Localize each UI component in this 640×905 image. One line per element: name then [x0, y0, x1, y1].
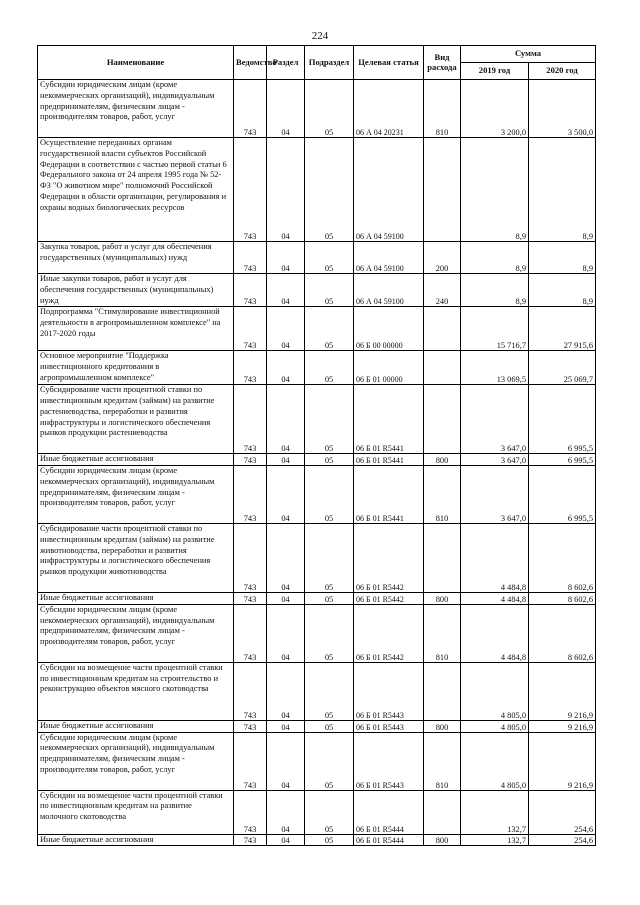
table-row: [38, 80, 596, 138]
row-amount-2019: 4 484,8: [461, 593, 529, 605]
row-amount-2019: 3 647,0: [461, 466, 529, 524]
row-name: Иные бюджетные ассигнования: [38, 834, 234, 846]
row-name: Основное мероприятие "Поддержка инвестиционного кредитования в агропромышленном комплексе": [38, 351, 234, 385]
row-section: 04: [267, 138, 305, 242]
table-row: [38, 593, 596, 605]
row-subsection: 05: [305, 790, 354, 834]
row-expense-type: [424, 351, 461, 385]
row-subsection: 05: [305, 466, 354, 524]
budget-table: [37, 45, 596, 846]
row-target: 06 А 04 59100: [354, 274, 424, 307]
row-subsection: 05: [305, 454, 354, 466]
row-amount-2020: 6 995,5: [529, 454, 596, 466]
row-expense-type: 240: [424, 274, 461, 307]
row-expense-type: 810: [424, 732, 461, 790]
row-subsection: 05: [305, 524, 354, 593]
row-section: 04: [267, 454, 305, 466]
row-amount-2019: 4 484,8: [461, 524, 529, 593]
row-subsection: 05: [305, 732, 354, 790]
row-section: 04: [267, 790, 305, 834]
row-subsection: 05: [305, 385, 354, 454]
row-subsection: 05: [305, 593, 354, 605]
row-name: Субсидирование части процентной ставки по инвестиционным кредитам (займам) на развитие животноводства, переработки и развития инфраструктуры и логистического обеспечения рынков продукции животноводства: [38, 524, 234, 593]
row-section: 04: [267, 593, 305, 605]
row-amount-2020: 9 216,9: [529, 720, 596, 732]
row-subsection: 05: [305, 307, 354, 351]
row-amount-2020: 9 216,9: [529, 662, 596, 720]
row-target: 06 Б 01 R5441: [354, 466, 424, 524]
row-expense-type: 810: [424, 466, 461, 524]
header-2020: 2020 год: [529, 63, 596, 80]
row-target: 06 Б 01 00000: [354, 351, 424, 385]
row-expense-type: 800: [424, 720, 461, 732]
row-dept: 743: [234, 242, 267, 274]
row-dept: 743: [234, 790, 267, 834]
row-dept: 743: [234, 466, 267, 524]
row-expense-type: [424, 385, 461, 454]
row-expense-type: 800: [424, 834, 461, 846]
table-row: [38, 732, 596, 790]
table-row: [38, 307, 596, 351]
table-body: [38, 80, 596, 846]
header-2019: 2019 год: [461, 63, 529, 80]
row-expense-type: [424, 662, 461, 720]
header-sum: Сумма: [461, 46, 596, 63]
row-target: 06 Б 01 R5442: [354, 524, 424, 593]
row-amount-2019: 13 069,5: [461, 351, 529, 385]
row-subsection: 05: [305, 80, 354, 138]
row-amount-2019: 3 647,0: [461, 454, 529, 466]
row-expense-type: 810: [424, 80, 461, 138]
row-subsection: 05: [305, 242, 354, 274]
row-dept: 743: [234, 274, 267, 307]
row-section: 04: [267, 662, 305, 720]
table-row: [38, 662, 596, 720]
row-target: 06 Б 01 R5443: [354, 732, 424, 790]
row-section: 04: [267, 604, 305, 662]
row-subsection: 05: [305, 604, 354, 662]
row-subsection: 05: [305, 834, 354, 846]
table-row: [38, 138, 596, 242]
row-amount-2019: 3 200,0: [461, 80, 529, 138]
row-amount-2019: 4 805,0: [461, 662, 529, 720]
row-name: Субсидии на возмещение части процентной ставки по инвестиционным кредитам на развитие молочного скотоводства: [38, 790, 234, 834]
row-section: 04: [267, 466, 305, 524]
table-row: [38, 834, 596, 846]
row-target: 06 Б 01 R5443: [354, 720, 424, 732]
row-section: 04: [267, 274, 305, 307]
row-amount-2020: 8,9: [529, 274, 596, 307]
row-expense-type: [424, 307, 461, 351]
header-dept: Ведомство: [234, 46, 267, 80]
row-amount-2019: 8,9: [461, 242, 529, 274]
row-dept: 743: [234, 720, 267, 732]
row-section: 04: [267, 80, 305, 138]
row-amount-2020: 254,6: [529, 790, 596, 834]
row-expense-type: [424, 790, 461, 834]
row-target: 06 Б 01 R5444: [354, 790, 424, 834]
row-amount-2019: 4 805,0: [461, 720, 529, 732]
row-name: Иные бюджетные ассигнования: [38, 720, 234, 732]
row-subsection: 05: [305, 274, 354, 307]
table-row: [38, 454, 596, 466]
row-section: 04: [267, 307, 305, 351]
row-dept: 743: [234, 662, 267, 720]
row-name: Субсидии на возмещение части процентной ставки по инвестиционным кредитам на строительство и реконструкцию объектов мясного скотоводства: [38, 662, 234, 720]
row-amount-2020: 8,9: [529, 138, 596, 242]
table-row: [38, 242, 596, 274]
row-dept: 743: [234, 80, 267, 138]
row-dept: 743: [234, 604, 267, 662]
row-amount-2020: 8 602,6: [529, 604, 596, 662]
row-section: 04: [267, 385, 305, 454]
row-section: 04: [267, 242, 305, 274]
row-amount-2020: 9 216,9: [529, 732, 596, 790]
row-target: 06 Б 01 R5442: [354, 593, 424, 605]
row-amount-2020: 3 500,0: [529, 80, 596, 138]
row-section: 04: [267, 732, 305, 790]
table-row: [38, 385, 596, 454]
row-target: 06 Б 01 R5441: [354, 454, 424, 466]
row-dept: 743: [234, 454, 267, 466]
row-name: Иные закупки товаров, работ и услуг для обеспечения государственных (муниципальных) нужд: [38, 274, 234, 307]
table-row: [38, 604, 596, 662]
row-name: Субсидирование части процентной ставки по инвестиционным кредитам (займам) на развитие растениеводства, переработки и развития инфраструктуры и логистического обеспечения рынков продукции растениеводства: [38, 385, 234, 454]
row-target: 06 Б 01 R5443: [354, 662, 424, 720]
row-name: Субсидии юридическим лицам (кроме некоммерческих организаций), индивидуальным предпринимателям, физическим лицам - производителям товаров, работ, услуг: [38, 80, 234, 138]
row-amount-2020: 6 995,5: [529, 466, 596, 524]
row-amount-2020: 8 602,6: [529, 593, 596, 605]
row-target: 06 А 04 59100: [354, 138, 424, 242]
row-dept: 743: [234, 524, 267, 593]
row-expense-type: 800: [424, 593, 461, 605]
row-name: Субсидии юридическим лицам (кроме некоммерческих организаций), индивидуальным предпринимателям, физическим лицам - производителям товаров, работ, услуг: [38, 466, 234, 524]
page-number: 224: [311, 30, 329, 42]
row-target: 06 Б 01 R5442: [354, 604, 424, 662]
row-section: 04: [267, 351, 305, 385]
table-row: [38, 351, 596, 385]
table-row: [38, 790, 596, 834]
row-amount-2019: 8,9: [461, 274, 529, 307]
row-amount-2019: 4 805,0: [461, 732, 529, 790]
header-name: Наименование: [38, 46, 234, 80]
row-amount-2019: 15 716,7: [461, 307, 529, 351]
row-amount-2019: 4 484,8: [461, 604, 529, 662]
row-name: Осуществление переданных органам государственной власти субъектов Российской Федерации в соответствии с частью первой статьи 6 Федерального закона от 24 апреля 1995 года № 52-ФЗ "О животном мире" полномочий Российской Федерации в области организации, регулирования и охраны водных биологических ресурсов: [38, 138, 234, 242]
row-section: 04: [267, 524, 305, 593]
row-expense-type: 810: [424, 604, 461, 662]
table-row: [38, 720, 596, 732]
row-amount-2019: 8,9: [461, 138, 529, 242]
row-amount-2020: 6 995,5: [529, 385, 596, 454]
row-name: Иные бюджетные ассигнования: [38, 454, 234, 466]
row-name: Субсидии юридическим лицам (кроме некоммерческих организаций), индивидуальным предпринимателям, физическим лицам - производителям товаров, работ, услуг: [38, 732, 234, 790]
row-subsection: 05: [305, 720, 354, 732]
row-expense-type: 800: [424, 454, 461, 466]
table-row: [38, 274, 596, 307]
row-dept: 743: [234, 732, 267, 790]
header-subsection: Подраздел: [305, 46, 354, 80]
row-subsection: 05: [305, 138, 354, 242]
row-amount-2020: 25 069,7: [529, 351, 596, 385]
table-row: [38, 524, 596, 593]
row-dept: 743: [234, 351, 267, 385]
row-expense-type: [424, 138, 461, 242]
row-name: Закупка товаров, работ и услуг для обеспечения государственных (муниципальных) нужд: [38, 242, 234, 274]
row-target: 06 Б 01 R5444: [354, 834, 424, 846]
row-name: Подпрограмма "Стимулирование инвестиционной деятельности в агропромышленном комплексе" на 2017-2020 годы: [38, 307, 234, 351]
row-dept: 743: [234, 834, 267, 846]
row-subsection: 05: [305, 662, 354, 720]
row-dept: 743: [234, 138, 267, 242]
row-dept: 743: [234, 593, 267, 605]
row-amount-2019: 132,7: [461, 790, 529, 834]
row-dept: 743: [234, 307, 267, 351]
row-dept: 743: [234, 385, 267, 454]
row-target: 06 А 04 20231: [354, 80, 424, 138]
row-expense-type: [424, 524, 461, 593]
row-section: 04: [267, 834, 305, 846]
row-amount-2020: 254,6: [529, 834, 596, 846]
row-target: 06 Б 01 R5441: [354, 385, 424, 454]
row-amount-2020: 27 915,6: [529, 307, 596, 351]
row-target: 06 Б 00 00000: [354, 307, 424, 351]
row-amount-2020: 8 602,6: [529, 524, 596, 593]
row-target: 06 А 04 59100: [354, 242, 424, 274]
header-target: Целевая статья: [354, 46, 424, 80]
row-name: Иные бюджетные ассигнования: [38, 593, 234, 605]
header-expense-type: Вид расхода: [424, 46, 461, 80]
row-expense-type: 200: [424, 242, 461, 274]
row-amount-2020: 8,9: [529, 242, 596, 274]
row-amount-2019: 3 647,0: [461, 385, 529, 454]
row-name: Субсидии юридическим лицам (кроме некоммерческих организаций), индивидуальным предпринимателям, физическим лицам - производителям товаров, работ, услуг: [38, 604, 234, 662]
row-amount-2019: 132,7: [461, 834, 529, 846]
header-section: Раздел: [267, 46, 305, 80]
table-row: [38, 466, 596, 524]
row-section: 04: [267, 720, 305, 732]
row-subsection: 05: [305, 351, 354, 385]
